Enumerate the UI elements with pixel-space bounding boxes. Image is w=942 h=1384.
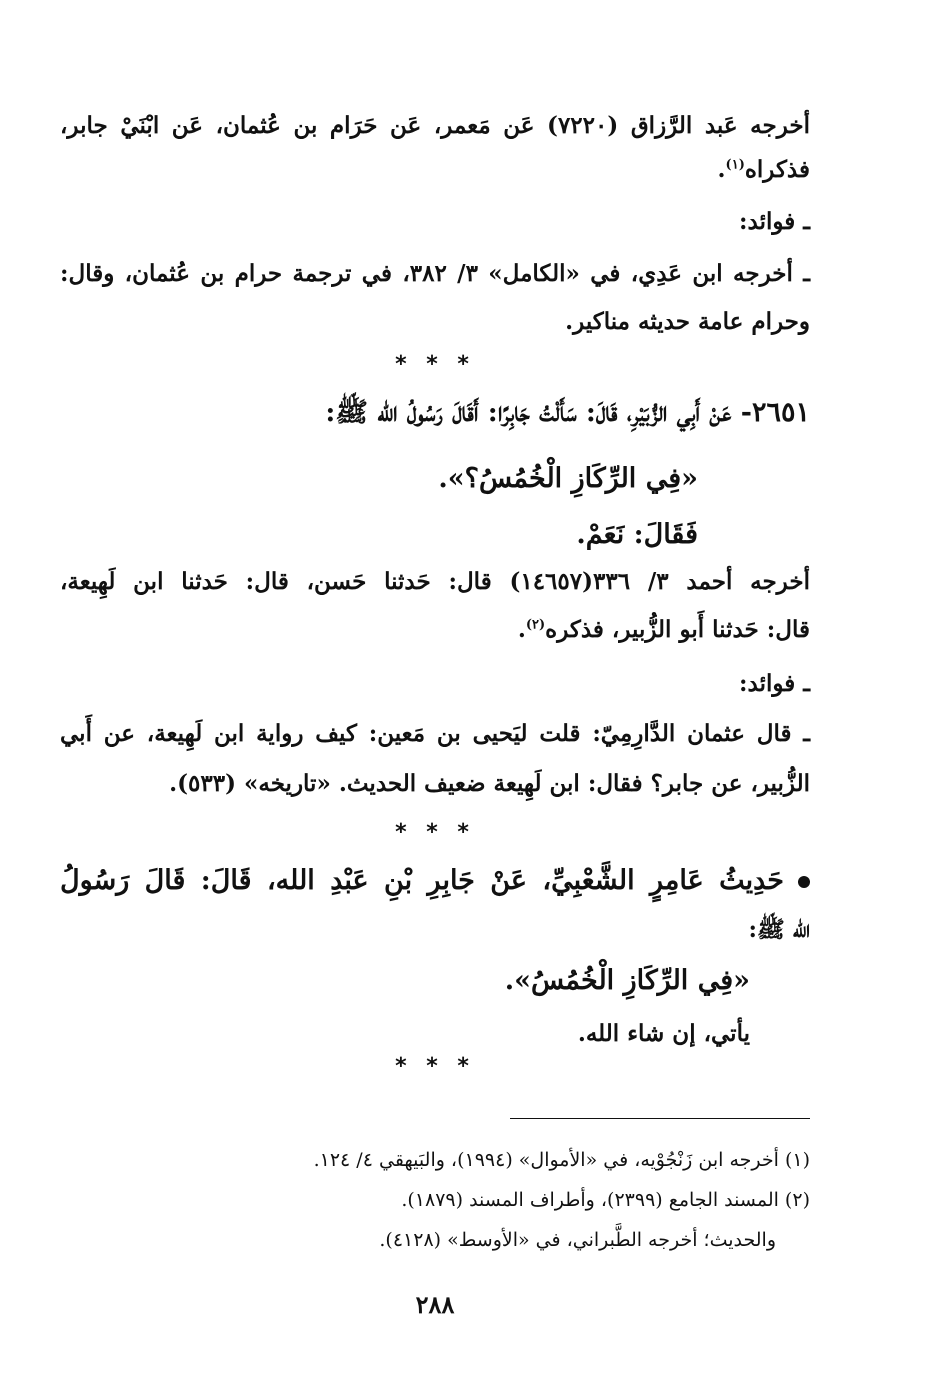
takhrij-line-2 — [718, 154, 810, 186]
takhrij-2651-line-1: أخرجه أحمد ٣/ ٣٣٦(١٤٦٥٧) قال: حَدثنا حَسن، قال: حَدثنا ابن لَهِيعة، — [60, 568, 810, 595]
benefit-2-line-2: الزُّبير، عن جابر؟ فقال: ابن لَهِيعة ضعيف الحديث. «تاريخه» (٥٣٣). — [169, 770, 810, 797]
benefits-heading-1: ـ فوائد: — [739, 208, 810, 235]
takhrij-2651-line-2 — [518, 614, 810, 646]
footnote-ref-2: (٢) — [525, 617, 546, 633]
takhrij-text: فذكراه — [744, 156, 810, 183]
separator-stars-3: * * * — [395, 1054, 475, 1079]
hadith-2651-line-3: فَقَالَ: نَعَمْ. — [576, 519, 698, 550]
separator-stars-2: * * * — [395, 820, 475, 845]
page-number: ٢٨٨ — [415, 1290, 455, 1319]
footnote-ref-1: (١) — [725, 157, 745, 173]
takhrij-2651-end: . — [517, 616, 526, 643]
hadith-amir-text: حَدِيثُ عَامِرٍ الشَّعْبِيِّ، عَنْ جَابِرِ بْنِ عَبْدِ الله، قَالَ: قَالَ رَسُولُ — [60, 865, 784, 896]
footnote-2-continued: والحديث؛ أخرجه الطَّبراني، في «الأوسط» (٤١٢٨). — [379, 1229, 776, 1251]
benefit-1-line-2: وحرام عامة حديثه مناكير. — [565, 308, 810, 335]
takhrij-end: . — [717, 156, 726, 183]
footnote-rule — [510, 1118, 810, 1119]
hadith-amir-line-2: الله ﷺ: — [748, 916, 810, 943]
hadith-amir-line-4: يأتي، إن شاء الله. — [577, 1020, 750, 1047]
separator-stars-1: * * * — [395, 352, 475, 377]
hadith-2651-line-1: ٢٦٥١- عَنْ أَبِي الزُّبَيْرِ، قَالَ: سَأَلْتُ جَابِرًا: أَقَالَ رَسُولُ الله ﷺ: — [325, 397, 810, 428]
takhrij-line-1: أخرجه عَبد الرَّزاق (٧٢٢٠) عَن مَعمر، عَن حَرَام بن عُثمان، عَن ابْنَيْ جابر، — [60, 112, 810, 139]
benefits-heading-2: ـ فوائد: — [739, 670, 810, 697]
benefit-2-line-1: ـ قال عثمان الدَّارِمِيّ: قلت ليَحيى بن مَعين: كيف رواية ابن لَهِيعة، عن أَبي — [60, 720, 810, 747]
book-page — [60, 0, 810, 1384]
benefit-1-line-1: ـ أخرجه ابن عَدِي، في «الكامل» ٣/ ٣٨٢، في ترجمة حرام بن عُثمان، وقال: — [60, 260, 810, 287]
footnote-2: (٢) المسند الجامع (٢٣٩٩)، وأطراف المسند (١٨٧٩). — [401, 1189, 810, 1211]
hadith-2651-line-2: «فِي الرِّكَازِ الْخُمُسُ؟». — [438, 463, 698, 494]
hadith-amir-line-3: «فِي الرِّكَازِ الْخُمُسُ». — [504, 965, 750, 996]
footnote-1: (١) أخرجه ابن زَنْجُوْيه، في «الأموال» (١٩٩٤)، والبَيهقي ٤/ ١٢٤. — [313, 1149, 810, 1171]
hadith-amir-line-1 — [60, 862, 810, 900]
takhrij-2651-text: قال: حَدثنا أَبو الزُّبير، فذكره — [545, 616, 810, 643]
bullet-icon — [798, 876, 810, 888]
